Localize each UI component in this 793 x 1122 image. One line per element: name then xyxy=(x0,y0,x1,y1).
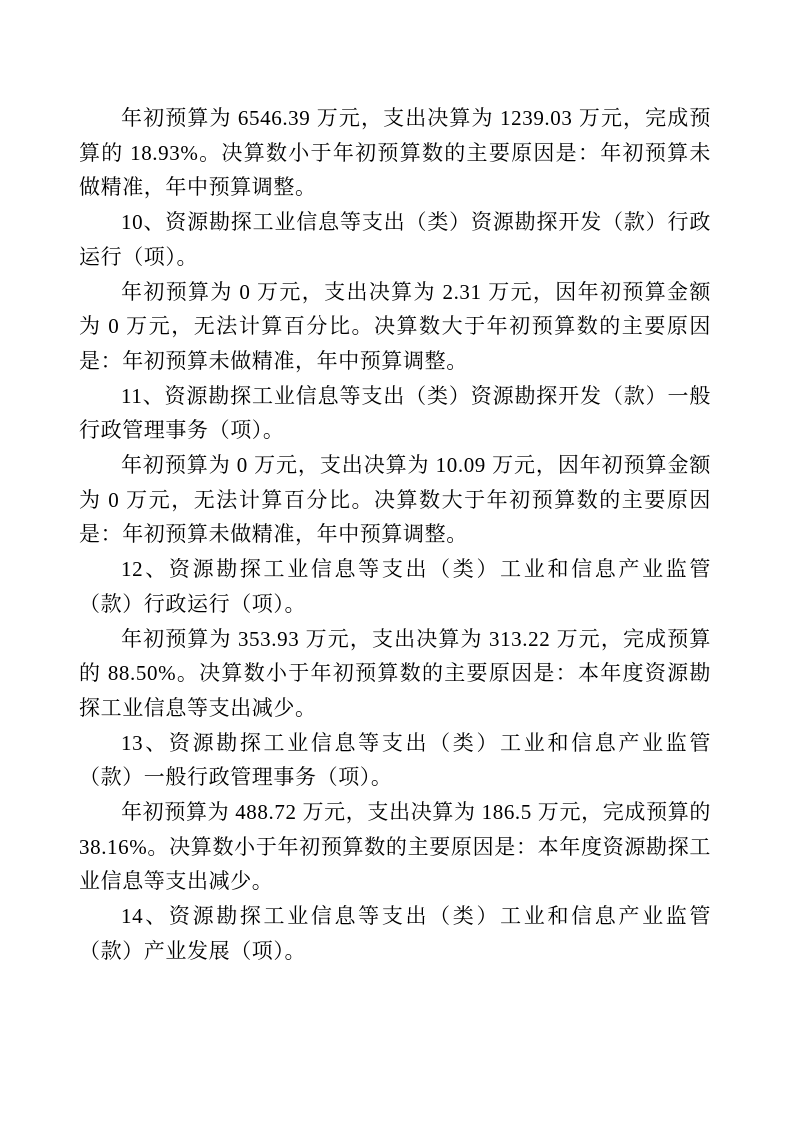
paragraph-budget-detail-9: 年初预算为 6546.39 万元，支出决算为 1239.03 万元，完成预算的 18.93%。决算数小于年初预算数的主要原因是：年初预算未做精准，年中预算调整。 xyxy=(79,106,711,200)
paragraph-budget-detail-10: 年初预算为 0 万元，支出决算为 2.31 万元，因年初预算金额为 0 万元，无法计算百分比。决算数大于年初预算数的主要原因是：年初预算未做精准，年中预算调整。 xyxy=(79,279,711,373)
list-item-11-heading: 11、资源勘探工业信息等支出（类）资源勘探开发（款）一般行政管理事务（项）。 xyxy=(79,383,711,443)
paragraph-budget-detail-12: 年初预算为 353.93 万元，支出决算为 313.22 万元，完成预算的 88.50%。决算数小于年初预算数的主要原因是：本年度资源勘探工业信息等支出减少。 xyxy=(79,626,711,720)
list-item-14-heading: 14、资源勘探工业信息等支出（类）工业和信息产业监管（款）产业发展（项）。 xyxy=(79,904,711,963)
paragraph-budget-detail-13: 年初预算为 488.72 万元，支出决算为 186.5 万元，完成预算的 38.16%。决算数小于年初预算数的主要原因是：本年度资源勘探工业信息等支出减少。 xyxy=(79,800,711,894)
list-item-13-heading: 13、资源勘探工业信息等支出（类）工业和信息产业监管（款）一般行政管理事务（项）。 xyxy=(79,730,711,790)
list-item-10-heading: 10、资源勘探工业信息等支出（类）资源勘探开发（款）行政运行（项）。 xyxy=(79,210,711,269)
paragraph-budget-detail-11: 年初预算为 0 万元，支出决算为 10.09 万元，因年初预算金额为 0 万元，无法计算百分比。决算数大于年初预算数的主要原因是：年初预算未做精准，年中预算调整。 xyxy=(79,453,711,547)
list-item-12-heading: 12、资源勘探工业信息等支出（类）工业和信息产业监管（款）行政运行（项）。 xyxy=(79,557,711,616)
document-body xyxy=(79,101,711,969)
